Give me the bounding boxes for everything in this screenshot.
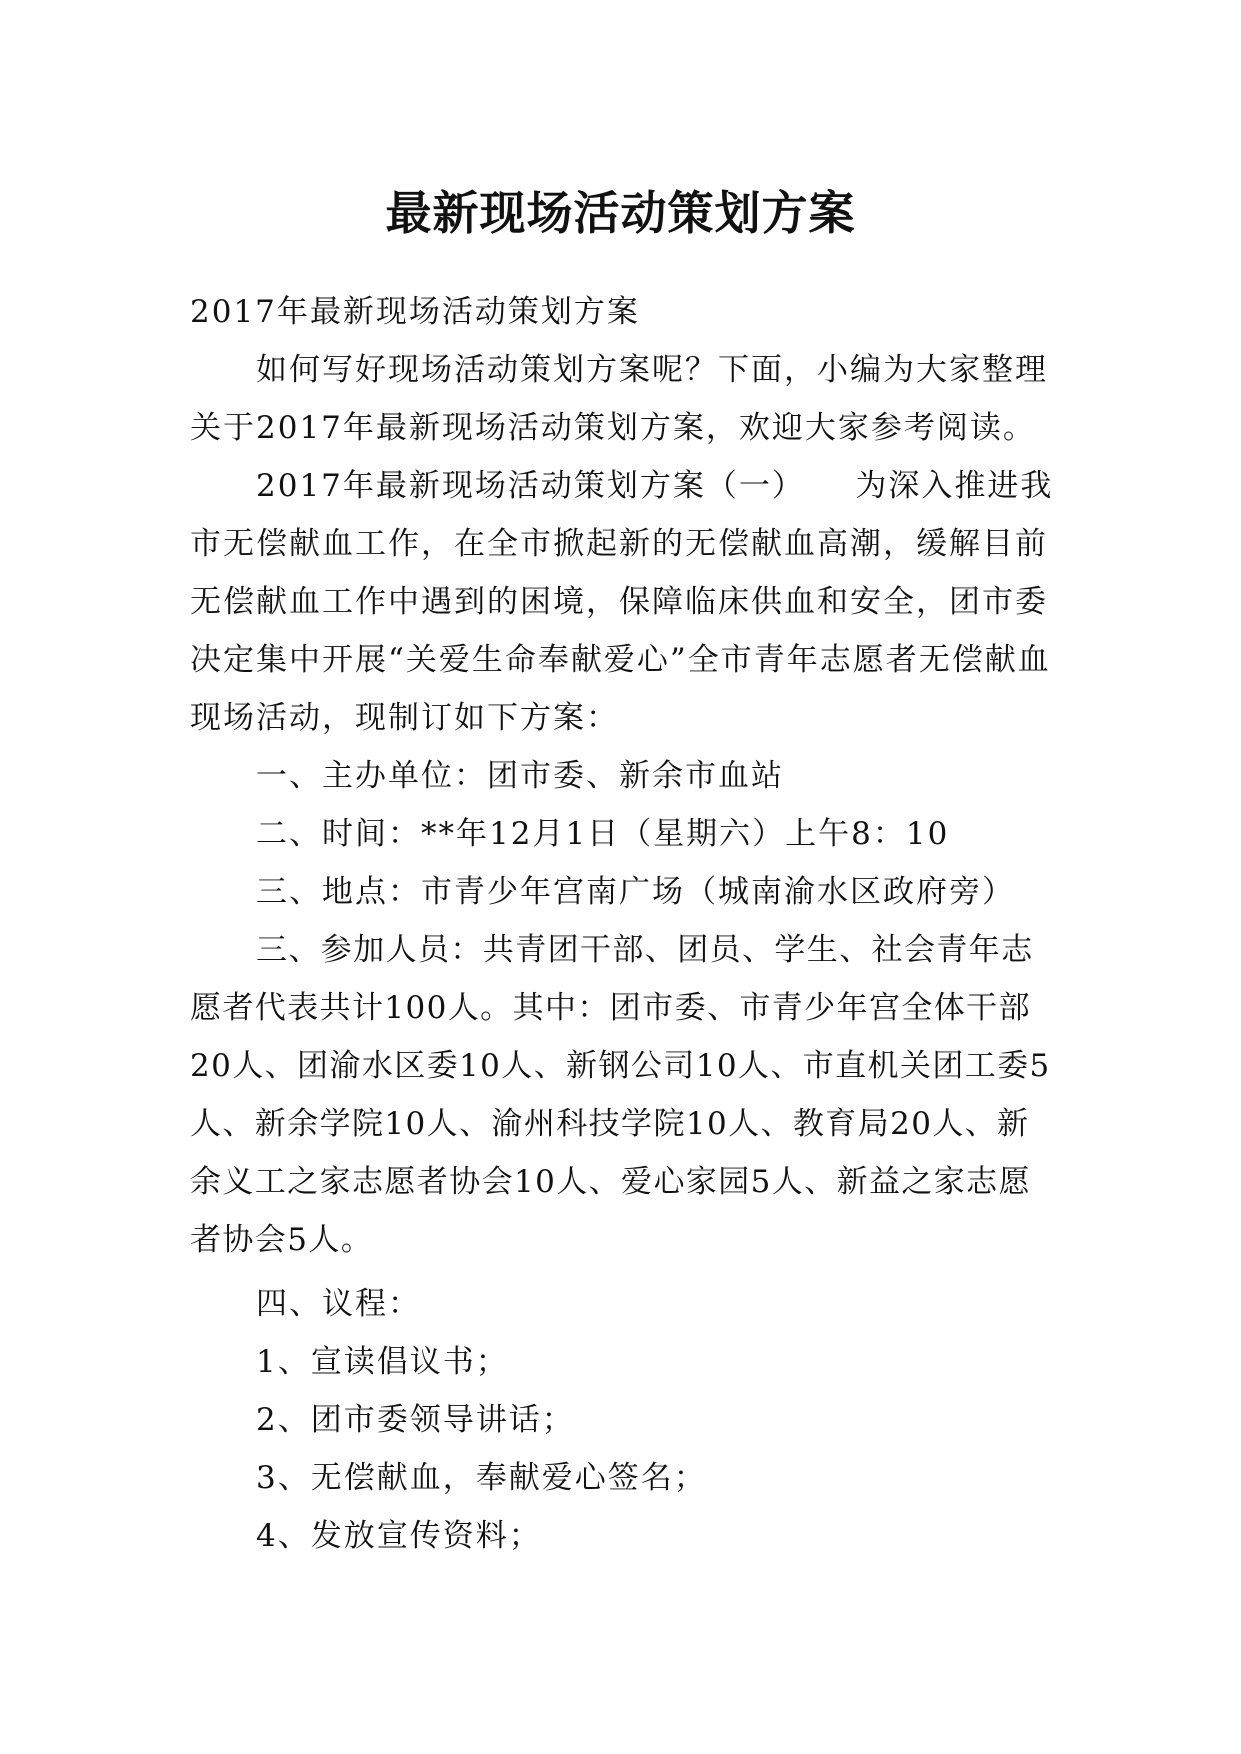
plan-one-paragraph: 2017年最新现场活动策划方案（一） 为深入推进我市无偿献血工作，在全市掀起新的无偿献血高潮，缓解目前无偿献血工作中遇到的困境，保障临床供血和安全，团市委决定集中开展“关爱生命奉献爱心”全市青年志愿者无偿献血现场活动，现制订如下方案： — [190, 468, 1054, 736]
agenda-item: 3、无偿献血，奉献爱心签名； — [256, 1460, 707, 1496]
agenda-item: 4、发放宣传资料； — [256, 1518, 542, 1554]
agenda-heading: 四、议程： — [256, 1286, 421, 1322]
participants-item: 三、参加人员：共青团干部、团员、学生、社会青年志愿者代表共计100人。其中：团市委、市青少年宫全体干部20人、团渝水区委10人、新钢公司10人、市直机关团工委5人、新余学院10人、渝州科技学院10人、教育局20人、新余义工之家志愿者协会10人、爱心家园5人、新益之家志愿者协会5人。 — [190, 932, 1051, 1258]
subtitle-paragraph: 2017年最新现场活动策划方案 — [190, 294, 640, 330]
organizer-item: 一、主办单位：团市委、新余市血站 — [256, 758, 784, 794]
time-item: 二、时间：**年12月1日（星期六）上午8：10 — [256, 816, 950, 852]
document-body — [190, 283, 1060, 1565]
agenda-item: 1、宣读倡议书； — [256, 1344, 509, 1380]
document-title: 最新现场活动策划方案 — [385, 185, 856, 240]
agenda-item: 2、团市委领导讲话； — [256, 1402, 575, 1438]
intro-paragraph: 如何写好现场活动策划方案呢？下面，小编为大家整理关于2017年最新现场活动策划方案，欢迎大家参考阅读。 — [190, 352, 1048, 446]
location-item: 三、地点：市青少年宫南广场（城南渝水区政府旁） — [256, 874, 1015, 910]
